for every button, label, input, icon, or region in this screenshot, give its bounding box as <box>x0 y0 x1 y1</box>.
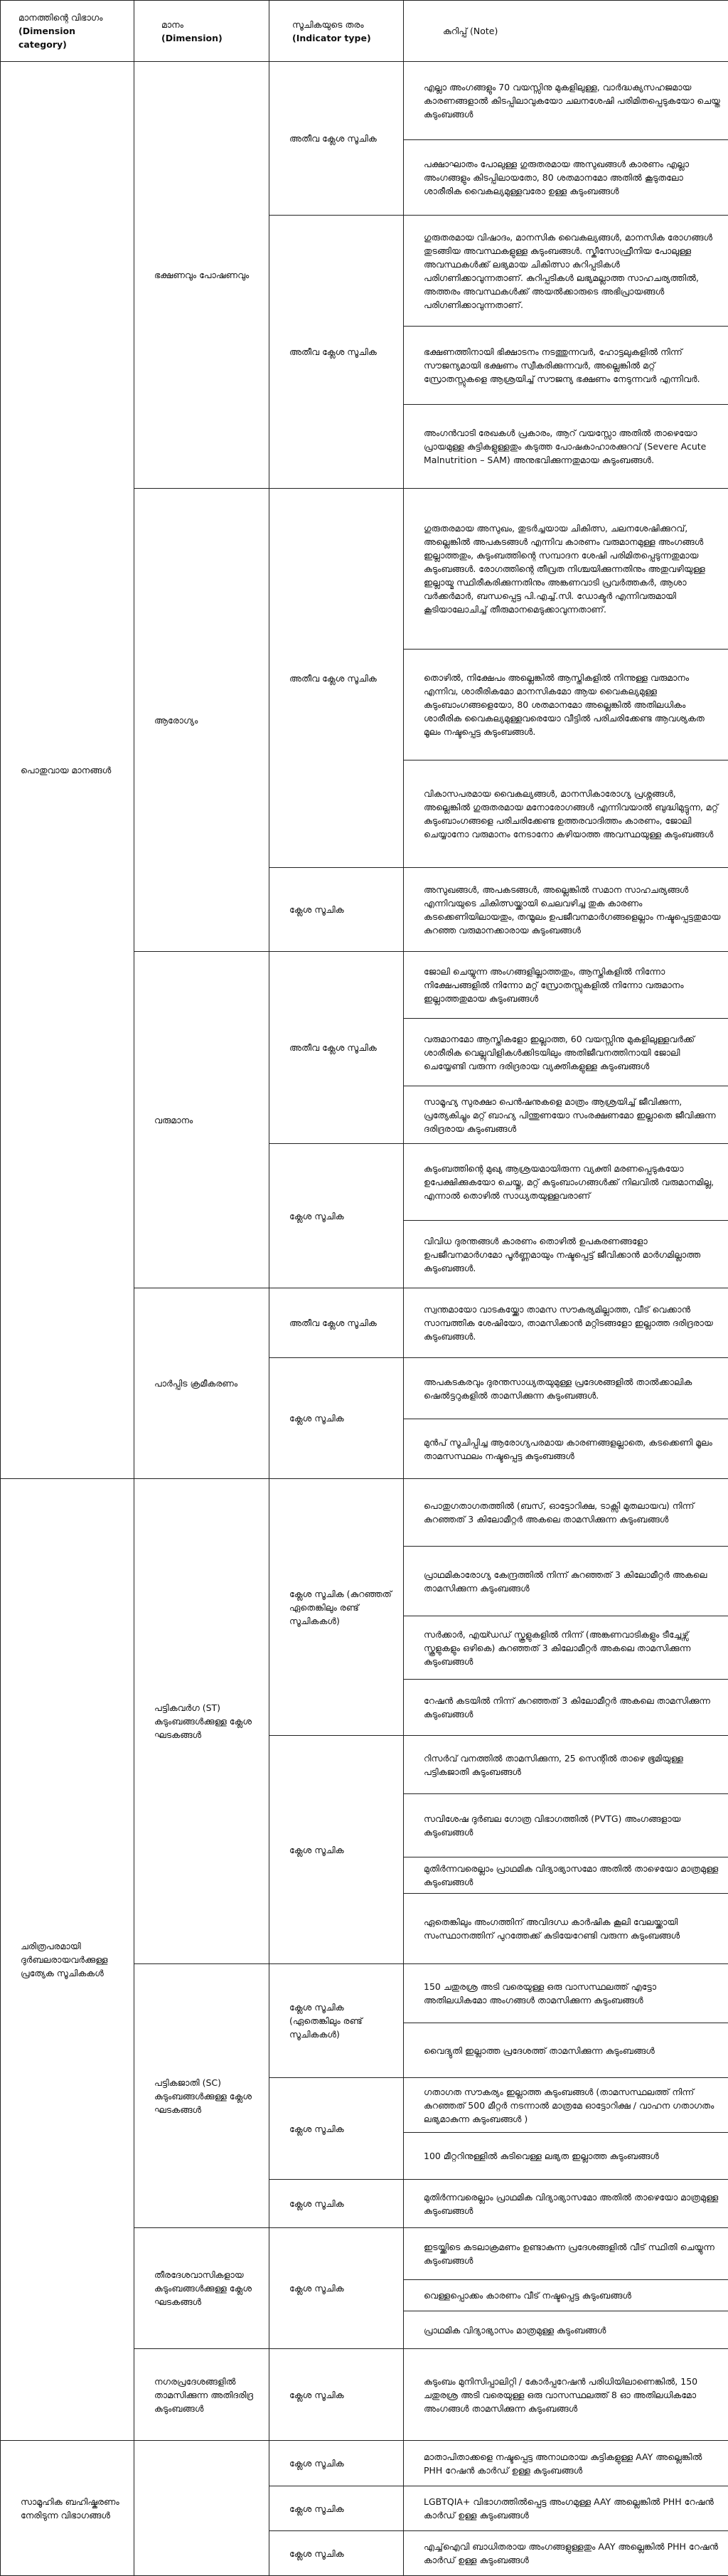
header-indicator-type-ml: സൂചികയുടെ തരം <box>292 18 396 31</box>
note-cell: ഗുരുതരമായ വിഷാദം, മാനസിക വൈകല്യങ്ങൾ, മാനസിക രോഗങ്ങൾ തുടങ്ങിയ അവസ്ഥകളുള്ള കുടുംബങ്ങൾ. സ്കീസോഫ്രീനിയ പോലുള്ള അവസ്ഥകൾക്ക് ലഭ്യമായ ചികിത്സാ കുറിപ്പടികൾ പരിഗണിക്കാവുന്നതാണ്. കുറിപ്പടികൾ ലഭ്യമല്ലാത്ത സാഹചര്യത്തിൽ, അത്തരം അവസ്ഥകൾക്ക് അയൽക്കാരുടെ അഭിപ്രായങ്ങൾ പരിഗണിക്കാവുന്നതാണ്. <box>404 216 728 327</box>
note-cell: സവിശേഷ ദുർബല ഗോത്ര വിഭാഗത്തിൽ (PVTG) അംഗങ്ങളായ കുടുംബങ്ങൾ <box>404 1794 728 1857</box>
category-cell-general: പൊതുവായ മാനങ്ങൾ <box>1 62 134 1479</box>
note-cell: പ്രാഥമിക വിദ്യാഭ്യാസം മാത്രമുള്ള കുടുംബങ്ങൾ <box>404 2311 728 2349</box>
note-cell: പക്ഷാഘാതം പോലുള്ള ഗുരുതരമായ അസുഖങ്ങൾ കാരണം എല്ലാ അംഗങ്ങളും കിടപ്പിലായതോ, 80 ശതമാനമോ അതിൽ കൂടുതലോ ശാരീരിക വൈകല്യമുള്ളവരോ ഉള്ള കുടുംബങ്ങൾ <box>404 140 728 216</box>
indicator-cell-severe-distress: അതീവ ക്ലേശ സൂചിക <box>269 952 404 1144</box>
dimension-cell-housing: പാർപ്പിട ക്രമീകരണം <box>134 1288 269 1479</box>
category-cell-social-exclusion: സാമൂഹിക ബഹിഷ്കരണം നേരിടുന്ന വിഭാഗങ്ങൾ <box>1 2441 134 2576</box>
note-cell: പ്രാഥമികാരോഗ്യ കേന്ദ്രത്തിൽ നിന്ന് കുറഞ്ഞത് 3 കിലോമീറ്റർ അകലെ താമസിക്കുന്ന കുടുംബങ്ങൾ <box>404 1547 728 1616</box>
header-indicator-type <box>269 1 404 62</box>
dimension-cell-coastal-families: തീരദേശവാസികളായ കുടുംബങ്ങൾക്കുള്ള ക്ലേശ ഘടകങ്ങൾ <box>134 2228 269 2349</box>
indicator-cell-distress: ക്ലേശ സൂചിക <box>269 2441 404 2486</box>
note-cell: സ്വന്തമായോ വാടകയ്ക്കോ താമസ സൗകര്യമില്ലാത്ത, വീട് വെക്കാൻ സാമ്പത്തിക ശേഷിയോ, താമസിക്കാൻ മറ്റിടങ്ങളോ ഇല്ലാത്ത ദരിദ്രരായ കുടുംബങ്ങൾ. <box>404 1288 728 1358</box>
table-row <box>1 1479 728 1547</box>
indicator-cell-distress-any-two: ക്ലേശ സൂചിക (കുറഞ്ഞത് ഏതെങ്കിലും രണ്ട് സൂചികകൾ) <box>269 1479 404 1736</box>
indicator-cell-distress: ക്ലേശ സൂചിക <box>269 2486 404 2531</box>
dimension-cell-health: ആരോഗ്യം <box>134 489 269 952</box>
note-cell: അപകടകരവും ദുരന്തസാധ്യതയുമുള്ള പ്രദേശങ്ങളിൽ താൽക്കാലിക ഷെൽട്ടറുകളിൽ താമസിക്കുന്ന കുടുംബങ്ങൾ. <box>404 1358 728 1419</box>
note-cell: കുടുംബത്തിന്റെ മുഖ്യ ആശ്രയമായിരുന്ന വ്യക്തി മരണപ്പെടുകയോ ഉപേക്ഷിക്കുകയോ ചെയ്തു, മറ്റ് കുടുംബാംഗങ്ങൾക്ക് നിലവിൽ വരുമാനമില്ല, എന്നാൽ തൊഴിൽ സാധ്യതയുള്ളവരാണ് <box>404 1144 728 1221</box>
note-cell: മാതാപിതാക്കളെ നഷ്ടപ്പെട്ട അനാഥരായ കുട്ടികളുള്ള AAY അല്ലെങ്കിൽ PHH റേഷൻ കാർഡ് ഉള്ള കുടുംബങ്ങൾ <box>404 2441 728 2486</box>
note-cell: മുതിർന്നവരെല്ലാം പ്രാഥമിക വിദ്യാഭ്യാസമോ അതിൽ താഴെയോ മാത്രമുള്ള കുടുംബങ്ങൾ <box>404 2180 728 2228</box>
header-indicator-type-en: (Indicator type) <box>292 31 396 45</box>
note-cell: വികാസപരമായ വൈകല്യങ്ങൾ, മാനസികാരോഗ്യ പ്രശ്നങ്ങൾ, അല്ലെങ്കിൽ ഗുരുതരമായ മനോരോഗങ്ങൾ എന്നിവയാൽ ബുദ്ധിമുട്ടുന്ന, മറ്റ് കുടുംബാംഗങ്ങളെ പരിചരിക്കേണ്ട ഉത്തരവാദിത്തം കാരണം, ജോലി ചെയ്യാനോ വരുമാനം നേടാനോ കഴിയാത്ത അവസ്ഥയുള്ള കുടുംബങ്ങൾ <box>404 760 728 868</box>
indicator-cell-distress: ക്ലേശ സൂചിക <box>269 2078 404 2180</box>
note-cell: വരുമാനമോ ആസ്തികളോ ഇല്ലാത്ത, 60 വയസ്സിനു മുകളിലുള്ളവർക്ക് ശാരീരിക വെല്ലുവിളികൾക്കിടയിലും അതിജീവനത്തിനായി ജോലി ചെയ്യേണ്ടി വരുന്ന ദരിദ്രരായ വ്യക്തികളുള്ള കുടുംബങ്ങൾ <box>404 1019 728 1086</box>
indicator-cell-severe-distress: അതീവ ക്ലേശ സൂചിക <box>269 489 404 868</box>
note-cell: വെള്ളപ്പൊക്കം കാരണം വീട് നഷ്ടപ്പെട്ട കുടുംബങ്ങൾ <box>404 2280 728 2311</box>
note-cell: 100 മീറ്ററിനുള്ളിൽ കുടിവെള്ള ലഭ്യത ഇല്ലാത്ത കുടുംബങ്ങൾ <box>404 2133 728 2180</box>
header-dimension-category-en: (Dimension category) <box>18 24 127 51</box>
indicator-cell-distress: ക്ലേശ സൂചിക <box>269 2531 404 2576</box>
dimension-cell-food-nutrition: ഭക്ഷണവും പോഷണവും <box>134 62 269 489</box>
table-row <box>1 2441 728 2486</box>
indicator-cell-distress: ക്ലേശ സൂചിക <box>269 2228 404 2349</box>
note-cell: വൈദ്യുതി ഇല്ലാത്ത പ്രദേശത്ത് താമസിക്കുന്ന കുടുംബങ്ങൾ <box>404 2023 728 2078</box>
note-cell: ജോലി ചെയ്യുന്ന അംഗങ്ങളില്ലാത്തതും, ആസ്തികളിൽ നിന്നോ നിക്ഷേപങ്ങളിൽ നിന്നോ മറ്റ് സ്രോതസ്സുകളിൽ നിന്നോ വരുമാനം ഇല്ലാത്തതുമായ കുടുംബങ്ങൾ <box>404 952 728 1019</box>
note-cell: അസുഖങ്ങൾ, അപകടങ്ങൾ, അല്ലെങ്കിൽ സമാന സാഹചര്യങ്ങൾ എന്നിവയുടെ ചികിത്സയ്ക്കായി ചെലവഴിച്ച തുക കാരണം കടക്കെണിയിലായതും, തന്മൂലം ഉപജീവനമാർഗങ്ങളെല്ലാം നഷ്ടപ്പെട്ടതുമായ കുറഞ്ഞ വരുമാനക്കാരായ കുടുംബങ്ങൾ <box>404 868 728 952</box>
note-cell: ഗുരുതരമായ അസുഖം, തുടർച്ചയായ ചികിത്സ, ചലനശേഷിക്കുറവ്, അല്ലെങ്കിൽ അപകടങ്ങൾ എന്നിവ കാരണം വരുമാനമുള്ള അംഗങ്ങൾ ഇല്ലാത്തതും, കുടുംബത്തിന്റെ സമ്പാദന ശേഷി പരിമിതപ്പെടുന്നതുമായ കുടുംബങ്ങൾ. രോഗത്തിന്റെ തീവ്രത നിശ്ചയിക്കുന്നതിനും അതുവഴിയുള്ള ഇല്ലായ്മ സ്ഥിരീകരിക്കുന്നതിനും അങ്കണവാടി പ്രവർത്തകർ, ആശാ വർക്കർമാർ, ബന്ധപ്പെട്ട പി.എച്ച്.സി. ഡോക്ടർ എന്നിവരുമായി കൂടിയാലോചിച്ച് തീരുമാനമെടുക്കാവുന്നതാണ്. <box>404 489 728 650</box>
category-cell-historically-vulnerable: ചരിത്രപരമായി ദുർബലരായവർക്കുള്ള പ്രത്യേക സൂചികകൾ <box>1 1479 134 2441</box>
indicator-cell-distress: ക്ലേശ സൂചിക <box>269 1144 404 1288</box>
note-cell: ഏതെങ്കിലും അംഗത്തിന് അവിദഗ്ധ കാർഷിക കൂലി വേലയ്ക്കായി സംസ്ഥാനത്തിന് പുറത്തേക്ക് കുടിയേറേണ്ടി വരുന്ന കുടുംബങ്ങൾ <box>404 1894 728 1964</box>
table-row <box>1 62 728 140</box>
indicator-cell-severe-distress: അതീവ ക്ലേശ സൂചിക <box>269 1288 404 1358</box>
note-cell: LGBTQIA+ വിഭാഗത്തിൽപ്പെട്ട അംഗമുള്ള AAY അല്ലെങ്കിൽ PHH റേഷൻ കാർഡ് ഉള്ള കുടുംബങ്ങൾ <box>404 2486 728 2531</box>
note-cell: മുതിർന്നവരെല്ലാം പ്രാഥമിക വിദ്യാഭ്യാസമോ അതിൽ താഴെയോ മാത്രമുള്ള കുടുംബങ്ങൾ <box>404 1857 728 1894</box>
note-cell: തൊഴിൽ, നിക്ഷേപം അല്ലെങ്കിൽ ആസ്തികളിൽ നിന്നുള്ള വരുമാനം എന്നിവ, ശാരീരികമോ മാനസികമോ ആയ വൈകല്യമുള്ള കുടുംബാംഗങ്ങളെയോ, 80 ശതമാനമോ അല്ലെങ്കിൽ അതിലധികം ശാരീരിക വൈകല്യമുള്ളവരെയോ വീട്ടിൽ പരിചരിക്കേണ്ട ആവശ്യകത മൂലം നഷ്ടപ്പെട്ട കുടുംബങ്ങൾ. <box>404 650 728 760</box>
dimension-cell-urban-extreme-poor: നഗരപ്രദേശങ്ങളിൽ താമസിക്കുന്ന അതിദരിദ്ര കുടുംബങ്ങൾ <box>134 2349 269 2441</box>
indicator-cell-distress: ക്ലേശ സൂചിക <box>269 868 404 952</box>
note-cell: ഭക്ഷണത്തിനായി ഭിക്ഷാടനം നടത്തുന്നവർ, ഹോട്ടലുകളിൽ നിന്ന് സൗജന്യമായി ഭക്ഷണം സ്വീകരിക്കുന്നവർ, അല്ലെങ്കിൽ മറ്റ് സ്രോതസ്സുകളെ ആശ്രയിച്ച് സൗജന്യ ഭക്ഷണം നേടുന്നവർ എന്നിവർ. <box>404 327 728 405</box>
indicator-cell-distress: ക്ലേശ സൂചിക <box>269 1358 404 1479</box>
note-cell: പൊതുഗതാഗതത്തിൽ (ബസ്, ഓട്ടോറിക്ഷ, ടാക്സി മുതലായവ) നിന്ന് കുറഞ്ഞത് 3 കിലോമീറ്റർ അകലെ താമസിക്കുന്ന കുടുംബങ്ങൾ <box>404 1479 728 1547</box>
indicator-cell-distress-any-two: ക്ലേശ സൂചിക (ഏതെങ്കിലും രണ്ട് സൂചികകൾ) <box>269 1964 404 2078</box>
dimension-cell-sc-families: പട്ടികജാതി (SC) കുടുംബങ്ങൾക്കുള്ള ക്ലേശ ഘടകങ്ങൾ <box>134 1964 269 2228</box>
indicator-cell-severe-distress: അതീവ ക്ലേശ സൂചിക <box>269 62 404 216</box>
header-row <box>1 1 728 62</box>
header-dimension-category-ml: മാനത്തിന്റെ വിഭാഗം <box>18 11 127 24</box>
note-cell: എച്ച്ഐവി ബാധിതരായ അംഗങ്ങളുള്ളതും AAY അല്ലെങ്കിൽ PHH റേഷൻ കാർഡ് ഉള്ള കുടുംബങ്ങൾ <box>404 2531 728 2576</box>
note-cell: വിവിധ ദുരന്തങ്ങൾ കാരണം തൊഴിൽ ഉപകരണങ്ങളോ ഉപജീവനമാർഗമോ പൂർണ്ണമായും നഷ്ടപ്പെട്ട് ജീവിക്കാൻ മാർഗമില്ലാത്ത കുടുംബങ്ങൾ. <box>404 1221 728 1288</box>
note-cell: സർക്കാർ, എയ്ഡഡ് സ്കൂളുകളിൽ നിന്ന് (അങ്കണവാടികളും ടീച്ചേഴ്സ് സ്കൂളുകളും ഒഴികെ) കുറഞ്ഞത് 3 കിലോമീറ്റർ അകലെ താമസിക്കുന്ന കുടുംബങ്ങൾ <box>404 1616 728 1680</box>
note-cell: ഗതാഗത സൗകര്യം ഇല്ലാത്ത കുടുംബങ്ങൾ (താമസസ്ഥലത്ത് നിന്ന് കുറഞ്ഞത് 500 മീറ്റർ നടന്നാൽ മാത്രമേ ഓട്ടോറിക്ഷ / വാഹന ഗതാഗതം ലഭ്യമാകുന്ന കുടുംബങ്ങൾ ) <box>404 2078 728 2133</box>
header-dimension-category <box>1 1 134 62</box>
note-cell: അംഗൻവാടി രേഖകൾ പ്രകാരം, ആറ് വയസ്സോ അതിൽ താഴെയോ പ്രായമുള്ള കുട്ടികളുള്ളതും കടുത്ത പോഷകാഹാരക്കുറവ് (Severe Acute Malnutrition – SAM) അനുഭവിക്കുന്നതുമായ കുടുംബങ്ങൾ. <box>404 405 728 489</box>
header-note-ml: കുറിപ്പ് (Note) <box>443 24 721 38</box>
header-dimension <box>134 1 269 62</box>
note-cell: മുൻപ് സൂചിപ്പിച്ച ആരോഗ്യപരമായ കാരണങ്ങളല്ലാതെ, കടക്കെണി മൂലം താമസസ്ഥലം നഷ്ടപ്പെട്ട കുടുംബങ്ങൾ <box>404 1419 728 1479</box>
indicator-cell-severe-distress: അതീവ ക്ലേശ സൂചിക <box>269 216 404 489</box>
dimension-cell-income: വരുമാനം <box>134 952 269 1288</box>
dimension-cell-st-families: പട്ടികവർഗ (ST) കുടുംബങ്ങൾക്കുള്ള ക്ലേശ ഘടകങ്ങൾ <box>134 1479 269 1964</box>
header-dimension-en: (Dimension) <box>161 31 262 45</box>
dimension-cell-empty <box>134 2441 269 2576</box>
indicator-cell-distress: ക്ലേശ സൂചിക <box>269 2349 404 2441</box>
note-cell: 150 ചതുരശ്ര അടി വരെയുള്ള ഒരു വാസസ്ഥലത്ത് എട്ടോ അതിലധികമോ അംഗങ്ങൾ താമസിക്കുന്ന കുടുംബങ്ങൾ <box>404 1964 728 2023</box>
note-cell: കുടുംബം മുനിസിപ്പാലിറ്റി / കോർപ്പറേഷൻ പരിധിയിലാണെങ്കിൽ, 150 ചതുരശ്ര അടി വരെയുള്ള ഒരു വാസസ്ഥലത്ത് 8 ഓ അതിലധികമോ അംഗങ്ങൾ താമസിക്കുന്ന കുടുംബങ്ങൾ <box>404 2349 728 2441</box>
indicator-cell-distress: ക്ലേശ സൂചിക <box>269 2180 404 2228</box>
note-cell: റേഷൻ കടയിൽ നിന്ന് കുറഞ്ഞത് 3 കിലോമീറ്റർ അകലെ താമസിക്കുന്ന കുടുംബങ്ങൾ <box>404 1680 728 1736</box>
note-cell: സാമൂഹ്യ സുരക്ഷാ പെൻഷനുകളെ മാത്രം ആശ്രയിച്ച് ജീവിക്കുന്ന, പ്രത്യേകിച്ചും മറ്റ് ബാഹ്യ പിന്തുണയോ സംരക്ഷണമോ ഇല്ലാതെ ജീവിക്കുന്ന ദരിദ്രരായ കുടുംബങ്ങൾ <box>404 1086 728 1144</box>
note-cell: എല്ലാ അംഗങ്ങളും 70 വയസ്സിനു മുകളിലുള്ള, വാർദ്ധക്യസഹജമായ കാരണങ്ങളാൽ കിടപ്പിലാവുകയോ ചലനശേഷി പരിമിതപ്പെടുകയോ ചെയ്ത കുടുംബങ്ങൾ <box>404 62 728 140</box>
header-note <box>404 1 728 62</box>
indicator-cell-distress: ക്ലേശ സൂചിക <box>269 1736 404 1964</box>
note-cell: ഇടയ്ക്കിടെ കടലാക്രമണം ഉണ്ടാകുന്ന പ്രദേശങ്ങളിൽ വീട് സ്ഥിതി ചെയ്യുന്ന കുടുംബങ്ങൾ <box>404 2228 728 2280</box>
note-cell: റിസർവ് വനത്തിൽ താമസിക്കുന്ന, 25 സെന്റിൽ താഴെ ഭൂമിയുള്ള പട്ടികജാതി കുടുംബങ്ങൾ <box>404 1736 728 1794</box>
header-dimension-ml: മാനം <box>161 18 262 31</box>
